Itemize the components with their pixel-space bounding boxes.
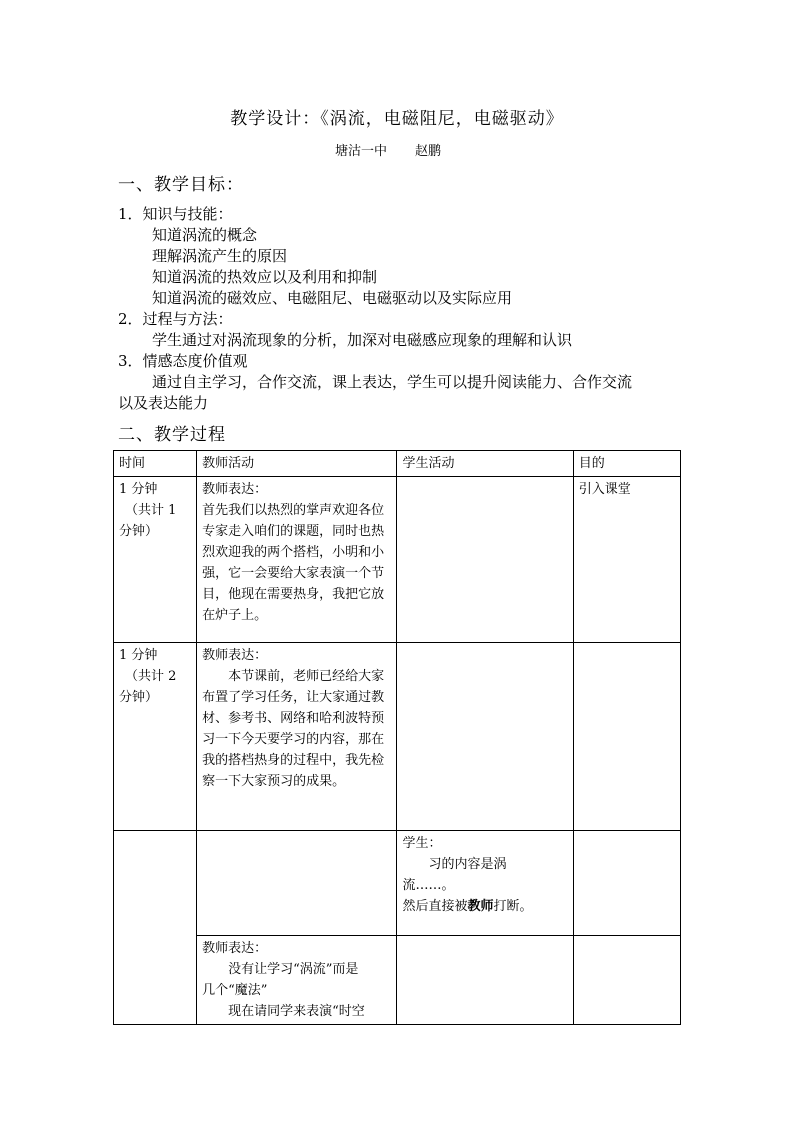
time-total: （共计 1 bbox=[125, 503, 177, 518]
purpose-cell bbox=[573, 643, 680, 831]
teaching-process-table bbox=[113, 450, 681, 1025]
objective-3-line: 以及表达能力 bbox=[118, 394, 209, 412]
purpose-cell bbox=[573, 936, 680, 1025]
teacher-label: 教师表达： bbox=[202, 941, 268, 956]
student-label: 学生： bbox=[402, 836, 442, 851]
objective-3-title: 3．情感态度价值观 bbox=[118, 352, 248, 370]
time-cell bbox=[114, 936, 197, 1025]
table-row bbox=[114, 477, 681, 643]
table-row bbox=[114, 643, 681, 831]
objective-1-line: 知道涡流的概念 bbox=[152, 226, 258, 244]
table-header-row bbox=[114, 451, 681, 477]
teacher-text: 现在请同学来表演“时空 bbox=[228, 1004, 365, 1019]
school-name: 塘沽一中 bbox=[335, 144, 388, 159]
time-value: 1 分钟 bbox=[119, 648, 158, 663]
teacher-cell bbox=[197, 643, 397, 831]
time-total-unit: 分钟） bbox=[119, 524, 159, 539]
author-name: 赵鹏 bbox=[415, 144, 442, 159]
student-text: 习的内容是涡 bbox=[428, 857, 507, 872]
student-cell bbox=[397, 477, 573, 643]
teacher-cell bbox=[197, 936, 397, 1025]
purpose-cell: 引入课堂 bbox=[573, 477, 680, 643]
time-total: （共计 2 bbox=[125, 669, 177, 684]
time-cell bbox=[114, 643, 197, 831]
author-line bbox=[335, 140, 441, 159]
student-cell bbox=[397, 936, 573, 1025]
teacher-label: 教师表达： bbox=[202, 482, 268, 497]
header-student: 学生活动 bbox=[397, 451, 573, 477]
time-value: 1 分钟 bbox=[119, 482, 158, 497]
student-cell bbox=[397, 831, 573, 936]
time-cell bbox=[114, 831, 197, 936]
student-cell bbox=[397, 643, 573, 831]
teacher-text: 几个“魔法” bbox=[202, 983, 268, 998]
teacher-cell bbox=[197, 831, 397, 936]
time-cell bbox=[114, 477, 197, 643]
objective-1-line: 理解涡流产生的原因 bbox=[152, 247, 288, 265]
section-heading-objectives: 一、教学目标： bbox=[118, 175, 244, 195]
objective-2-line: 学生通过对涡流现象的分析，加深对电磁感应现象的理解和认识 bbox=[152, 331, 573, 349]
objective-1-line: 知道涡流的热效应以及利用和抑制 bbox=[152, 268, 378, 286]
table-row bbox=[114, 831, 681, 936]
teacher-cell bbox=[197, 477, 397, 643]
document-title: 教学设计：《涡流，电磁阻尼，电磁驱动》 bbox=[230, 109, 564, 129]
header-purpose: 目的 bbox=[573, 451, 680, 477]
header-time: 时间 bbox=[114, 451, 197, 477]
section-heading-process: 二、教学过程 bbox=[118, 425, 226, 445]
objective-1-line: 知道涡流的磁效应、电磁阻尼、电磁驱动以及实际应用 bbox=[152, 289, 513, 307]
bold-word: 教师 bbox=[467, 899, 494, 914]
objective-3-line: 通过自主学习，合作交流，课上表达，学生可以提升阅读能力、合作交流 bbox=[152, 373, 633, 391]
time-total-unit: 分钟） bbox=[119, 690, 159, 705]
teacher-text: 没有让学习“涡流”而是 bbox=[228, 962, 359, 977]
objective-2-title: 2．过程与方法： bbox=[118, 310, 233, 328]
table-row bbox=[114, 936, 681, 1025]
teacher-label: 教师表达： bbox=[202, 648, 268, 663]
purpose-cell bbox=[573, 831, 680, 936]
teacher-text: 本节课前，老师已经给大家布置了学习任务，让大家通过教材、参考书、网络和哈利波特预习一下今天要学习的内容，那在我的搭档热身的过程中，我先检察一下大家预习的成果。 bbox=[202, 669, 385, 789]
objective-1-title: 1．知识与技能： bbox=[118, 205, 233, 223]
teacher-text: 首先我们以热烈的掌声欢迎各位专家走入咱们的课题，同时也热烈欢迎我的两个搭档，小明和小强，它一会要给大家表演一个节目，他现在需要热身，我把它放在炉子上。 bbox=[202, 503, 385, 623]
student-text: 流……。 bbox=[402, 878, 455, 893]
student-text: 然后直接被教师打断。 bbox=[402, 899, 533, 914]
header-teacher: 教师活动 bbox=[197, 451, 397, 477]
